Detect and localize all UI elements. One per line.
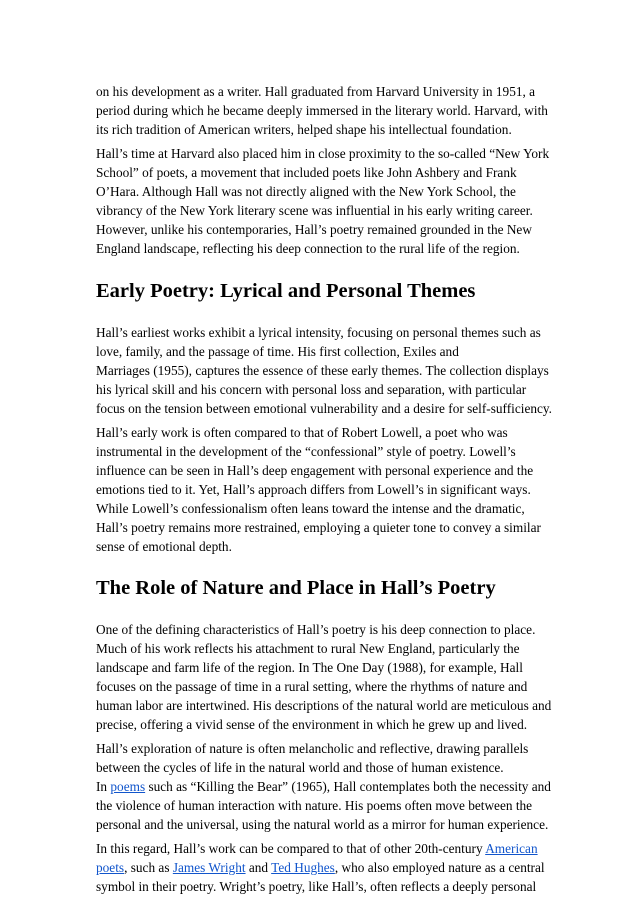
text-line: precise, offering a vivid sense of the environment in which he grew up and lived. (96, 717, 528, 732)
american-poets-link[interactable]: American (485, 841, 538, 856)
paragraph-lowell-comparison (96, 423, 546, 556)
section-heading-nature-and-place: The Role of Nature and Place in Hall’s Poetry (96, 577, 496, 599)
text-line: School” of poets, a movement that included poets like John Ashbery and Frank (96, 165, 517, 180)
poems-link[interactable]: poems (110, 779, 146, 794)
text-line (96, 858, 546, 877)
text-line: on his development as a writer. Hall graduated from Harvard University in 1951, a (96, 84, 536, 99)
american-poets-link-continued[interactable]: poets (96, 860, 125, 875)
text-fragment: In (96, 779, 111, 794)
text-fragment: and (245, 860, 272, 875)
document-page (96, 82, 553, 901)
text-line: influence can be seen in Hall’s deep engagement with personal experience and the (96, 463, 534, 478)
text-line: his lyrical skill and his concern with personal loss and separation, with particular (96, 382, 527, 397)
text-line: One of the defining characteristics of Hall’s poetry is his deep connection to place. (96, 622, 536, 637)
text-line: Marriages (1955), captures the essence of these early themes. The collection displays (96, 363, 549, 378)
text-line: While Lowell’s confessionalism often leans toward the intense and the dramatic, (96, 501, 525, 516)
text-line: Hall’s early work is often compared to that of Robert Lowell, a poet who was (96, 425, 508, 440)
text-fragment: , such as (124, 860, 173, 875)
text-line: Hall’s exploration of nature is often melancholic and reflective, drawing parallels (96, 741, 529, 756)
paragraph-comparison-20th-century (96, 839, 546, 896)
text-line: between the cycles of life in the natural world and those of human existence. (96, 760, 504, 775)
text-line (96, 777, 551, 796)
text-line: focus on the tension between emotional vulnerability and a desire for self-sufficiency. (96, 401, 553, 416)
text-line: Hall’s earliest works exhibit a lyrical intensity, focusing on personal themes such as (96, 325, 541, 340)
text-line: focuses on the passage of time in a rural setting, where the rhythms of nature and (96, 679, 528, 694)
text-line: love, family, and the passage of time. His first collection, Exiles and (96, 344, 459, 359)
text-line: emotions tied to it. Yet, Hall’s approach differs from Lowell’s in significant ways. (96, 482, 531, 497)
text-line: vibrancy of the New York literary scene was influential in his early writing career. (96, 203, 533, 218)
text-fragment: In this regard, Hall’s work can be compared to that of other 20th-century (96, 841, 486, 856)
text-line: symbol in their poetry. Wright’s poetry, like Hall’s, often reflects a deeply personal (96, 879, 537, 894)
text-fragment: , who also employed nature as a central (334, 860, 545, 875)
paragraph-connection-to-place (96, 620, 552, 734)
text-line: Hall’s time at Harvard also placed him in close proximity to the so-called “New York (96, 146, 550, 161)
text-line: human labor are intertwined. His descriptions of the natural world are meticulous and (96, 698, 552, 713)
text-line: England landscape, reflecting his deep connection to the rural life of the region. (96, 241, 520, 256)
james-wright-link[interactable]: James Wright (172, 860, 246, 875)
text-line: Hall’s poetry remains more restrained, employing a quieter tone to convey a similar (96, 520, 541, 535)
text-line: instrumental in the development of the “confessional” style of poetry. Lowell’s (96, 444, 516, 459)
paragraph-harvard (96, 82, 546, 139)
text-line (96, 839, 546, 858)
text-line: period during which he became deeply immersed in the literary world. Harvard, with (96, 103, 548, 118)
text-line: its rich tradition of American writers, helped shape his intellectual foundation. (96, 122, 512, 137)
text-line: the violence of human interaction with nature. His poems often move between the (96, 798, 533, 813)
text-line: O’Hara. Although Hall was not directly aligned with the New York School, the (96, 184, 516, 199)
paragraph-new-york-school (96, 144, 550, 258)
ted-hughes-link[interactable]: Ted Hughes (271, 860, 335, 875)
text-line: landscape and farm life of the region. In The One Day (1988), for example, Hall (96, 660, 523, 675)
paragraph-earliest-works (96, 323, 553, 418)
text-line: personal and the universal, using the natural world as a mirror for human experience. (96, 817, 549, 832)
paragraph-exploration-of-nature (96, 739, 551, 834)
text-fragment: such as “Killing the Bear” (1965), Hall contemplates both the necessity and (145, 779, 551, 794)
section-heading-early-poetry: Early Poetry: Lyrical and Personal Themes (96, 280, 476, 302)
text-line: However, unlike his contemporaries, Hall’s poetry remained grounded in the New (96, 222, 532, 237)
text-line: Much of his work reflects his attachment to rural New England, particularly the (96, 641, 520, 656)
text-line: sense of emotional depth. (96, 539, 232, 554)
